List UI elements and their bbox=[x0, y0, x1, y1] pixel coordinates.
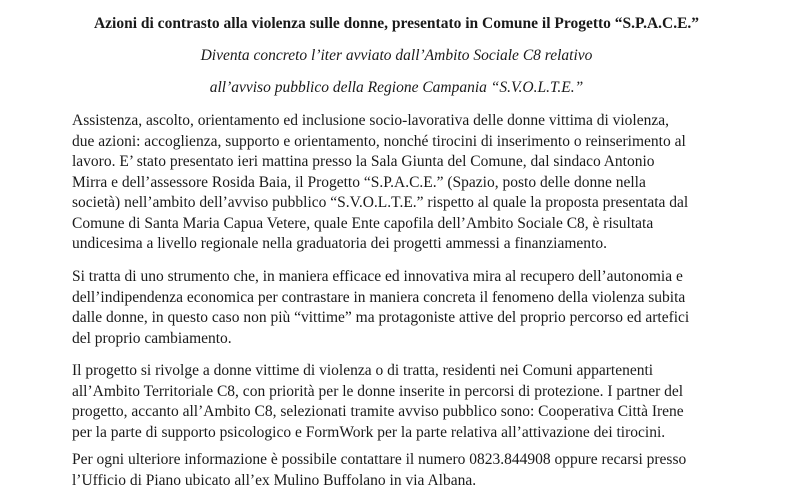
text-line: all’Ambito Territoriale C8, con priorità per le donne inserite in percorsi di protezione. I partner del bbox=[72, 382, 684, 400]
text-line: due azioni: accoglienza, supporto e orientamento, nonché tirocini di inserimento o reinserimento al bbox=[72, 132, 686, 150]
paragraph-4 bbox=[72, 450, 752, 491]
text-line: lavoro. E’ stato presentato ieri mattina presso la Sala Giunta del Comune, dal sindaco Antonio bbox=[72, 153, 655, 170]
text-line: Il progetto si rivolge a donne vittime di violenza o di tratta, residenti nei Comuni appartenenti bbox=[72, 362, 654, 379]
paragraph-3 bbox=[72, 361, 752, 443]
text-line: Comune di Santa Maria Capua Vetere, quale Ente capofila dell’Ambito Sociale C8, è risultata bbox=[72, 214, 654, 232]
article-subtitle-line-2: all’avviso pubblico della Regione Campania “S.V.O.L.T.E.” bbox=[209, 79, 584, 96]
text-line: per la parte di supporto psicologico e FormWork per la parte relativa all’attivazione dei tirocini. bbox=[72, 423, 666, 441]
paragraph-2 bbox=[72, 267, 752, 349]
text-line: società) nell’ambito dell’avviso pubblico “S.V.O.L.T.E.” rispetto al quale la proposta presentata dal bbox=[72, 194, 689, 211]
text-line: del proprio cambiamento. bbox=[72, 329, 232, 347]
article-title: Azioni di contrasto alla violenza sulle donne, presentato in Comune il Progetto “S.P.A.C.E.” bbox=[93, 15, 700, 32]
text-line: dalle donne, in questo caso non più “vittime” ma protagoniste attive del proprio percorso ed artefici bbox=[72, 309, 690, 326]
text-line: Assistenza, ascolto, orientamento ed inclusione socio-lavorativa delle donne vittima di violenza, bbox=[72, 112, 670, 129]
text-line: Si tratta di uno strumento che, in maniera efficace ed innovativa mira al recupero dell’autonomia e bbox=[72, 268, 683, 285]
text-line: undicesima a livello regionale nella graduatoria dei progetti ammessi a finanziamento. bbox=[72, 235, 607, 252]
paragraph-1 bbox=[72, 111, 752, 255]
article-subtitle-line-1: Diventa concreto l’iter avviato dall’Ambito Sociale C8 relativo bbox=[200, 47, 593, 64]
text-line: l’Ufficio di Piano ubicato all’ex Mulino Buffolano in via Albana. bbox=[72, 471, 477, 489]
text-line: dell’indipendenza economica per contrastare in maniera concreta il fenomeno della violenza subita bbox=[72, 288, 686, 306]
text-line: progetto, accanto all’Ambito C8, selezionati tramite avviso pubblico sono: Cooperativa Città Irene bbox=[72, 403, 684, 420]
text-line: Per ogni ulteriore informazione è possibile contattare il numero 0823.844908 oppure recarsi presso bbox=[72, 451, 687, 468]
text-line: Mirra e dell’assessore Rosida Baia, il Progetto “S.P.A.C.E.” (Spazio, posto delle donne nella bbox=[72, 173, 646, 191]
